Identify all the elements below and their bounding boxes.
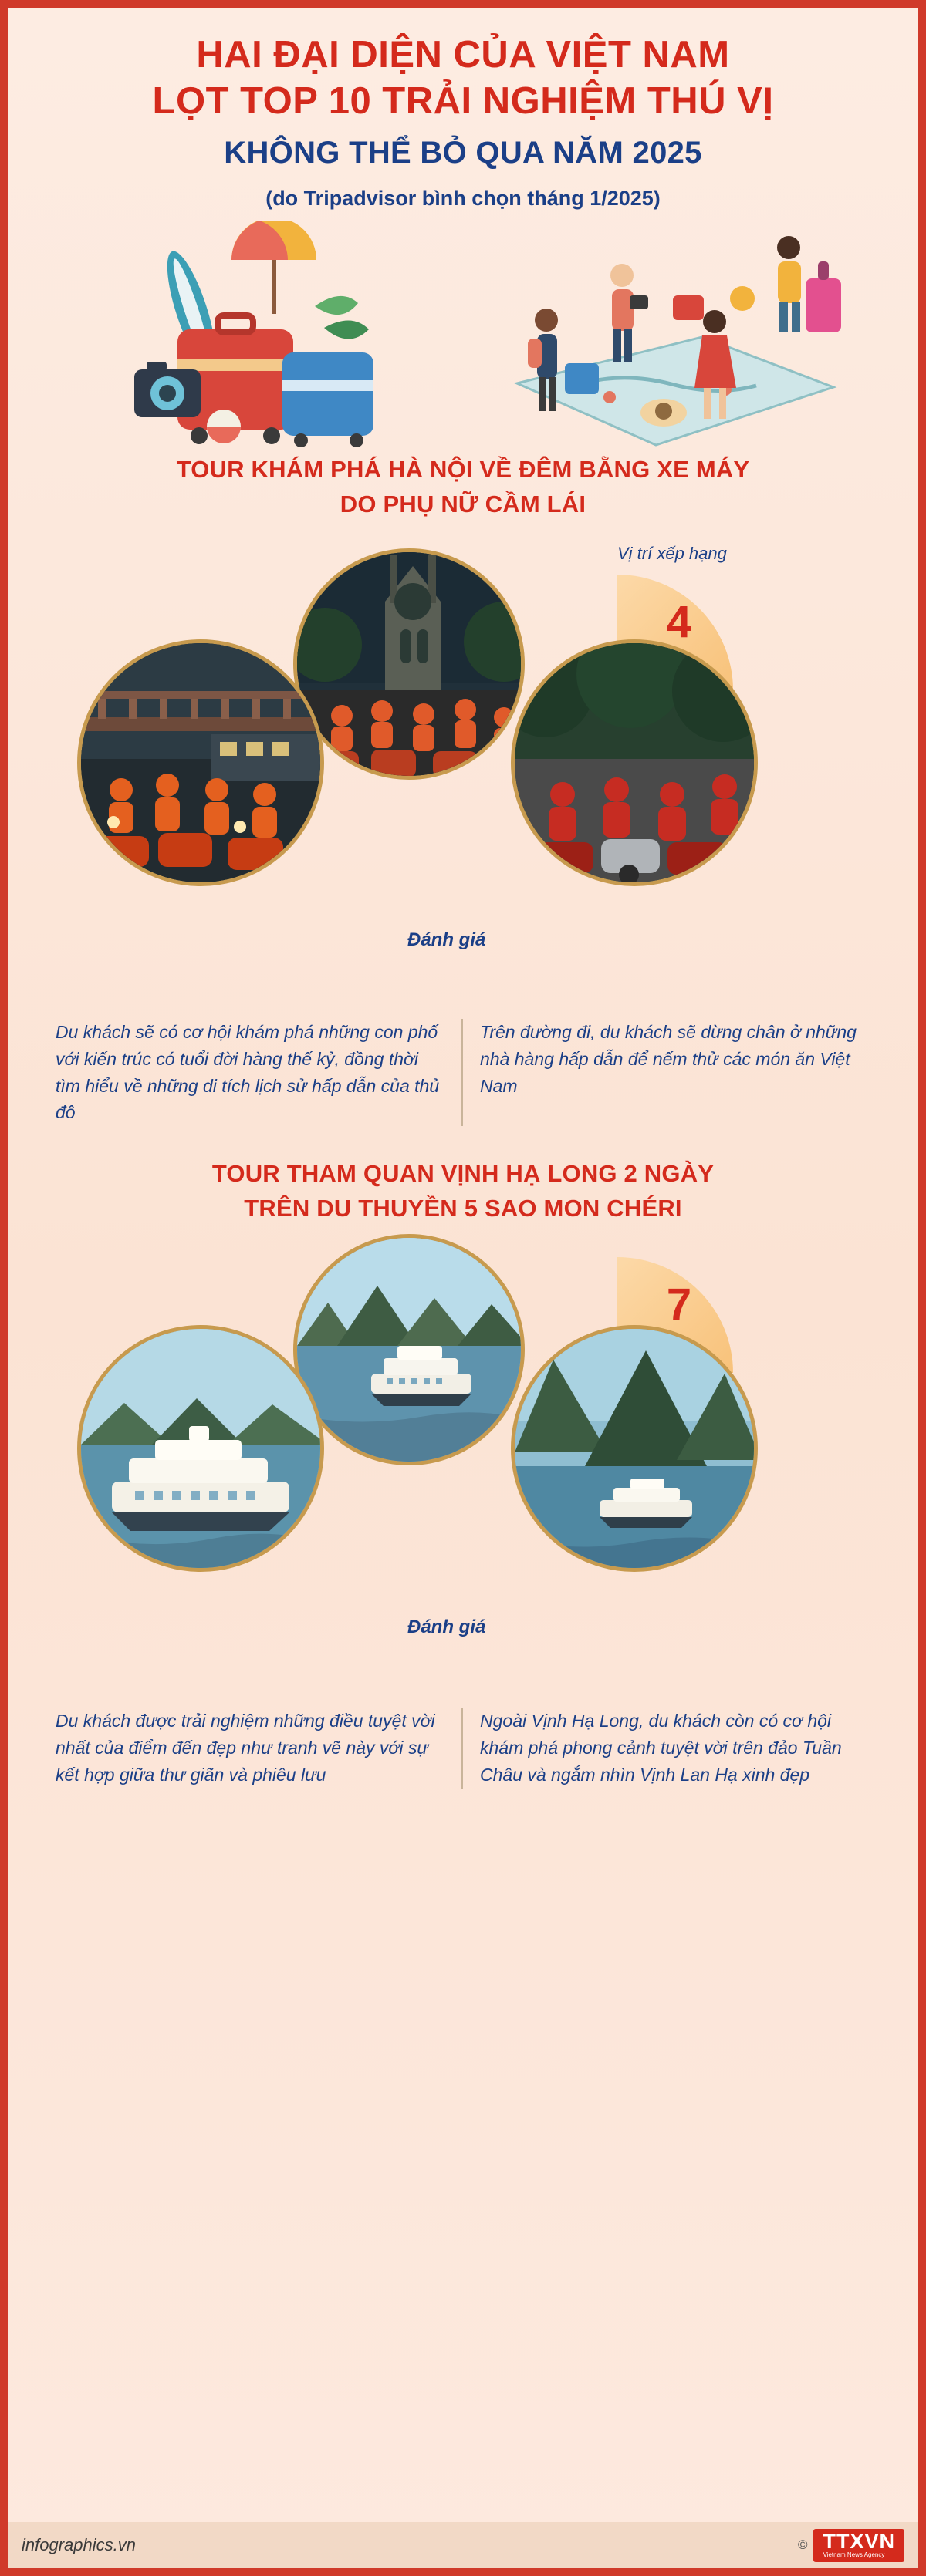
section-2-photo-center [293,1234,525,1465]
section-1-photo-cluster [39,522,887,1016]
section-2-photo-left [77,1325,324,1572]
copyright-icon: © [797,2537,808,2552]
page-subtitle: (do Tripadvisor bình chọn tháng 1/2025) [265,186,661,210]
section-2-heading [39,1157,887,1226]
section-1-eval-label: Đánh giá [407,929,486,950]
ttxvn-logo [813,2529,904,2562]
page-title-line1: HAI ĐẠI DIỆN CỦA VIỆT NAM [196,34,730,76]
page-title-line2: LỌT TOP 10 TRẢI NGHIỆM THÚ VỊ [152,79,774,122]
section-2-rank-value: 7 [666,1280,692,1330]
ttxvn-logo-text: TTXVN [823,2529,895,2553]
section-2-photo-cluster [39,1226,887,1704]
page-title-line3: KHÔNG THỂ BỎ QUA NĂM 2025 [224,135,702,170]
section-1-heading-line2: DO PHỤ NỮ CẦM LÁI [340,490,586,518]
section-2-heading-line1: TOUR THAM QUAN VỊNH HẠ LONG 2 NGÀY [211,1160,715,1188]
footer-logo-group [798,2529,904,2562]
section-1-heading [39,453,887,522]
section-2-text-left: Du khách được trải nghiệm những điều tuyệt vời nhất của điểm đến đẹp như tranh vẽ này với sự kết hợp giữa thư giãn và phiêu lưu [39,1708,463,1789]
section-1-photo-left [77,639,324,886]
section-2-photo-right [511,1325,758,1572]
footer-url[interactable]: infographics.vn [22,2535,136,2554]
ttxvn-logo-subtext: Vietnam News Agency [823,2551,885,2558]
section-2-text-right: Ngoài Vịnh Hạ Long, du khách còn có cơ hội khám phá phong cảnh tuyệt vời trên đảo Tuần Châu và ngắm nhìn Vịnh Lan Hạ xinh đẹp [480,1711,842,1785]
section-1-photo-center [293,548,525,780]
header-title-block [39,34,887,211]
section-1-text-left: Du khách sẽ có cơ hội khám phá những con phố với kiến trúc có tuổi đời hàng thế kỷ, đồng thời tìm hiểu về những di tích lịch sử hấp dẫn của thủ đô [39,1019,463,1127]
section-1-rank-value: 4 [666,596,692,647]
section-1-photo-right [511,639,758,886]
section-1-text-columns [39,1019,887,1127]
travel-illustration-icon [39,221,903,453]
section-1-text-right: Trên đường đi, du khách sẽ dừng chân ở những nhà hàng hấp dẫn để nếm thử các món ăn Việt Nam [480,1021,857,1096]
section-2-text-columns [39,1708,887,1789]
section-2-eval-label: Đánh giá [407,1617,486,1638]
footer-bar [8,2522,918,2568]
section-1-rank-label: Vị trí xếp hạng [617,543,727,563]
hero-illustration [39,221,887,453]
section-2-heading-line2: TRÊN DU THUYỀN 5 SAO MON CHÉRI [244,1195,682,1222]
section-1-heading-line1: TOUR KHÁM PHÁ HÀ NỘI VỀ ĐÊM BẰNG XE MÁY [176,455,750,483]
